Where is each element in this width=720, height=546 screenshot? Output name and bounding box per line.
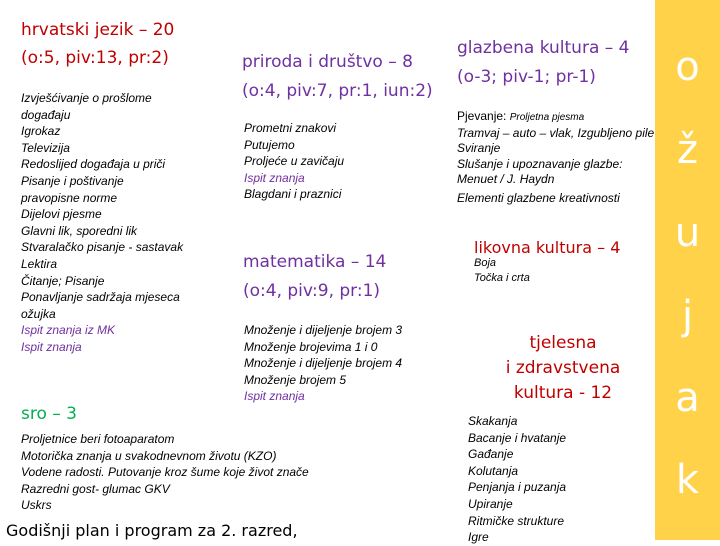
list-item: Proljeće u zavičaju [244, 154, 345, 169]
month-letter: ž [677, 127, 698, 173]
list-item: Ispit znanja iz MK [21, 323, 116, 338]
likovna-item: Boja [474, 257, 497, 269]
month-letter: a [675, 375, 700, 421]
list-item: Razredni gost- glumac GKV [21, 481, 170, 496]
tjelesna-topic-list [468, 413, 566, 546]
list-item: Množenje i dijeljenje brojem 3 [244, 323, 403, 337]
list-item: Skakanja [468, 414, 518, 428]
list-item: događaju [21, 107, 71, 122]
glazbena-menuet: Menuet / J. Haydn [457, 172, 555, 186]
month-letter: k [675, 457, 700, 503]
hrvatski-title: hrvatski jezik – 20 [21, 20, 175, 40]
list-item: Množenje brojevima 1 i 0 [244, 339, 378, 354]
list-item: Igrokaz [21, 124, 61, 139]
month-sidebar [655, 0, 720, 540]
pjevanje-label: Pjevanje: [457, 109, 510, 123]
list-item: Televizija [21, 140, 70, 155]
priroda-topic-list [244, 120, 344, 203]
list-item: Množenje i dijeljenje brojem 4 [244, 356, 403, 371]
pjevanje-song: Proljetna pjesma [509, 112, 585, 123]
hrvatski-topic-list [21, 90, 183, 356]
list-item: Motorička znanja u svakodnevnom životu (KZO) [21, 448, 277, 463]
list-item: Izvješćivanje o prošlome [21, 91, 152, 105]
list-item: Glavni lik, sporedni lik [21, 223, 138, 238]
glazbena-content [457, 108, 657, 206]
hrvatski-subtitle: (o:5, piv:13, pr:2) [21, 48, 169, 68]
list-item: Gađanje [468, 447, 514, 462]
glazbena-elementi: Elementi glazbene kreativnosti [457, 191, 620, 205]
list-item: Proljetnice beri fotoaparatom [21, 432, 175, 446]
priroda-subtitle: (o:4, piv:7, pr:1, iun:2) [242, 81, 433, 101]
list-item: Ponavljanje sadržaja mjeseca [21, 290, 180, 305]
list-item: Uskrs [21, 498, 52, 513]
list-item: pravopisne norme [21, 190, 118, 205]
footer-title: Godišnji plan i program za 2. razred, [6, 521, 298, 540]
list-item: Ispit znanja [244, 389, 305, 404]
list-item: Lektira [21, 256, 58, 271]
glazbena-subtitle: (o-3; piv-1; pr-1) [457, 67, 596, 87]
list-item: Kolutanja [468, 463, 519, 478]
glazbena-song2: Tramvaj – auto – vlak, Izgubljeno pile [457, 126, 655, 140]
list-item: Putujemo [244, 137, 295, 152]
sro-title: sro – 3 [21, 404, 77, 424]
glazbena-title: glazbena kultura – 4 [457, 38, 630, 58]
list-item: Pisanje i poštivanje [21, 173, 124, 188]
list-item: Dijelovi pjesme [21, 207, 102, 222]
list-item: Stvaralačko pisanje - sastavak [21, 240, 184, 255]
matematika-subtitle: (o:4, piv:9, pr:1) [243, 281, 381, 301]
month-letter: o [675, 44, 700, 90]
list-item: Blagdani i praznici [244, 187, 342, 202]
list-item: Čitanje; Pisanje [21, 273, 105, 288]
month-letter: u [674, 210, 701, 256]
list-item: Ritmičke strukture [468, 513, 565, 528]
sro-topic-list [21, 431, 309, 514]
list-item: Ispit znanja [244, 170, 305, 185]
matematika-title: matematika – 14 [243, 252, 387, 272]
list-item: Redoslijed događaja u priči [21, 157, 166, 172]
list-item: Igre [468, 530, 489, 545]
likovna-list [474, 256, 530, 286]
list-item: ožujka [21, 306, 56, 321]
list-item: Ispit znanja [21, 339, 82, 354]
month-letter: j [681, 293, 694, 339]
list-item: Penjanja i puzanja [468, 480, 567, 495]
likovna-title: likovna kultura – 4 [474, 238, 621, 257]
list-item: Upiranje [468, 496, 513, 511]
list-item: Prometni znakovi [244, 121, 337, 135]
glazbena-slusanje: Slušanje i upoznavanje glazbe: [457, 157, 623, 171]
list-item: Bacanje i hvatanje [468, 430, 567, 445]
glazbena-sviranje: Sviranje [457, 141, 501, 155]
priroda-title: priroda i društvo – 8 [242, 52, 413, 72]
list-item: Množenje brojem 5 [244, 372, 347, 387]
likovna-item: Točka i crta [474, 272, 530, 284]
matematika-topic-list [244, 322, 402, 405]
tjelesna-title: tjelesna i zdravstvena kultura - 12 [505, 333, 621, 403]
list-item: Vodene radosti. Putovanje kroz šume koje život znače [21, 465, 309, 480]
